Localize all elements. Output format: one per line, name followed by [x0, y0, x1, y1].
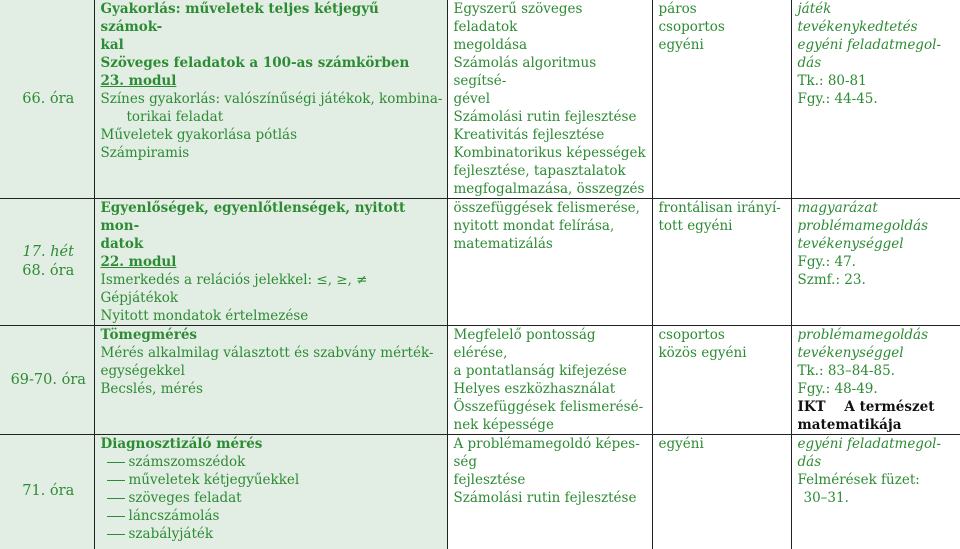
skill-line: Összefüggések felismerésé- [453, 399, 644, 415]
week-label: 17. hét [22, 244, 74, 260]
topic-item: Becslés, mérés [100, 381, 203, 397]
skill-line: Számolási rutin fejlesztése [453, 109, 637, 125]
topic-item: Mérés alkalmilag választott és szabvány mérték- [100, 345, 434, 361]
dash-item: műveletek kétjegyűekkel [101, 471, 444, 489]
topic-title: Szöveges feladatok a 100-as számkörben [100, 55, 410, 71]
skill-line: gével [453, 91, 491, 107]
reference-line: Szmf.: 23. [797, 272, 866, 288]
org-line: tott egyéni [658, 218, 733, 234]
org-line: páros [658, 1, 697, 17]
organization-cell [652, 0, 791, 199]
organization-cell [652, 199, 791, 326]
topic-item: Ismerkedés a relációs jelekkel: ≤, ≥, ≠ [100, 272, 368, 288]
method-line: tevékenységgel [797, 345, 904, 361]
reference-line: 30–31. [803, 490, 849, 506]
table-row [0, 326, 960, 435]
lesson-cell [0, 199, 94, 326]
skill-line: a pontatlanság kifejezése [453, 363, 627, 379]
tools-cell [791, 326, 960, 435]
lesson-number: 66. óra [22, 90, 75, 107]
skill-line: Helyes eszközhasználat [453, 381, 616, 397]
topic-item: torikai feladat [126, 109, 224, 125]
skill-line: megoldása [453, 37, 528, 53]
skill-line: ség [453, 454, 478, 470]
table-row [0, 435, 960, 549]
lesson-cell [0, 0, 94, 199]
skill-line: matematizálás [453, 236, 553, 252]
method-line: dás [797, 55, 822, 71]
method-line: játék [797, 1, 832, 17]
topics-cell [94, 326, 447, 435]
topic-item: Nyitott mondatok értelmezése [100, 308, 309, 324]
reference-line: Felmérések füzet: [797, 472, 920, 488]
topic-title: Tömegmérés [100, 327, 198, 343]
skill-line: Számolás algoritmus segítsé- [453, 55, 597, 89]
topic-title: datok [100, 236, 144, 252]
module-label: 22. modul [100, 254, 177, 270]
dash-item: láncszámolás [101, 507, 444, 525]
lesson-cell [0, 435, 94, 549]
method-line: problémamegoldás [797, 327, 929, 343]
skill-line: A problémamegoldó képes- [453, 436, 640, 452]
skill-line: Egyszerű szöveges feladatok [453, 1, 583, 35]
skill-line: nyitott mondat felírása, [453, 218, 615, 234]
skill-line: Számolási rutin fejlesztése [453, 490, 637, 506]
reference-line: Fgy.: 47. [797, 254, 856, 270]
dash-item: szabályjáték [101, 525, 444, 543]
tools-cell [791, 199, 960, 326]
lesson-number: 69-70. óra [10, 371, 86, 388]
method-line: problémamegoldás [797, 218, 929, 234]
skill-line: Megfelelő pontosság elérése, [453, 327, 596, 361]
organization-cell [652, 435, 791, 549]
tools-cell [791, 0, 960, 199]
lesson-number: 71. óra [22, 483, 75, 500]
skills-cell [447, 326, 652, 435]
org-line: csoportos [658, 19, 725, 35]
org-line: közös egyéni [658, 345, 747, 361]
skill-line: összefüggések felismerése, [453, 200, 640, 216]
reference-line: Tk.: 83–84-85. [797, 363, 895, 379]
lesson-cell [0, 326, 94, 435]
method-line: tevékenykedtetés [797, 19, 918, 35]
skill-line: fejlesztése [453, 472, 526, 488]
ikt-line: IKT A természet [797, 399, 935, 415]
skills-cell [447, 0, 652, 199]
topic-item: Számpiramis [100, 145, 190, 161]
skills-cell [447, 199, 652, 326]
dash-item: számszomszédok [101, 453, 444, 471]
topics-cell [94, 435, 447, 549]
org-line: egyéni [658, 436, 704, 452]
org-line: egyéni [658, 37, 704, 53]
method-line: egyéni feladatmegol- [797, 37, 941, 53]
table-row [0, 199, 960, 326]
table-row [0, 0, 960, 199]
dash-item: szöveges feladat [101, 489, 444, 507]
method-line: dás [797, 454, 822, 470]
skill-line: Kombinatorikus képességek [453, 145, 646, 161]
topic-item: Műveletek gyakorlása pótlás [100, 127, 298, 143]
skill-line: megfogalmazása, összegzés [453, 181, 645, 197]
organization-cell [652, 326, 791, 435]
org-line: frontálisan irányí- [658, 200, 781, 216]
topic-title: Diagnosztizáló mérés [100, 436, 263, 452]
module-label: 23. modul [100, 73, 177, 89]
topics-cell [94, 199, 447, 326]
skills-cell [447, 435, 652, 549]
tools-cell [791, 435, 960, 549]
reference-line: Fgy.: 44-45. [797, 91, 878, 107]
reference-line: Fgy.: 48-49. [797, 381, 878, 397]
topic-item: egységekkel [100, 363, 185, 379]
skill-line: fejlesztése, tapasztalatok [453, 163, 626, 179]
method-line: tevékenységgel [797, 236, 904, 252]
ikt-line: matematikája [797, 417, 902, 433]
topics-cell [94, 0, 447, 199]
skill-line: nek képessége [453, 417, 554, 433]
topic-title: Egyenlőségek, egyenlőtlenségek, nyitott mon- [100, 200, 406, 234]
topic-item: Gépjátékok [100, 290, 179, 306]
lesson-number: 68. óra [22, 263, 75, 279]
topic-item: Színes gyakorlás: valószínűségi játékok, kombina- [100, 91, 443, 107]
topic-title: Gyakorlás: műveletek teljes kétjegyű számok- [100, 1, 379, 35]
reference-line: Tk.: 80-81 [797, 73, 867, 89]
method-line: magyarázat [797, 200, 878, 216]
method-line: egyéni feladatmegol- [797, 436, 941, 452]
topic-title: kal [100, 37, 124, 53]
org-line: csoportos [658, 327, 725, 343]
skill-line: Kreativitás fejlesztése [453, 127, 605, 143]
